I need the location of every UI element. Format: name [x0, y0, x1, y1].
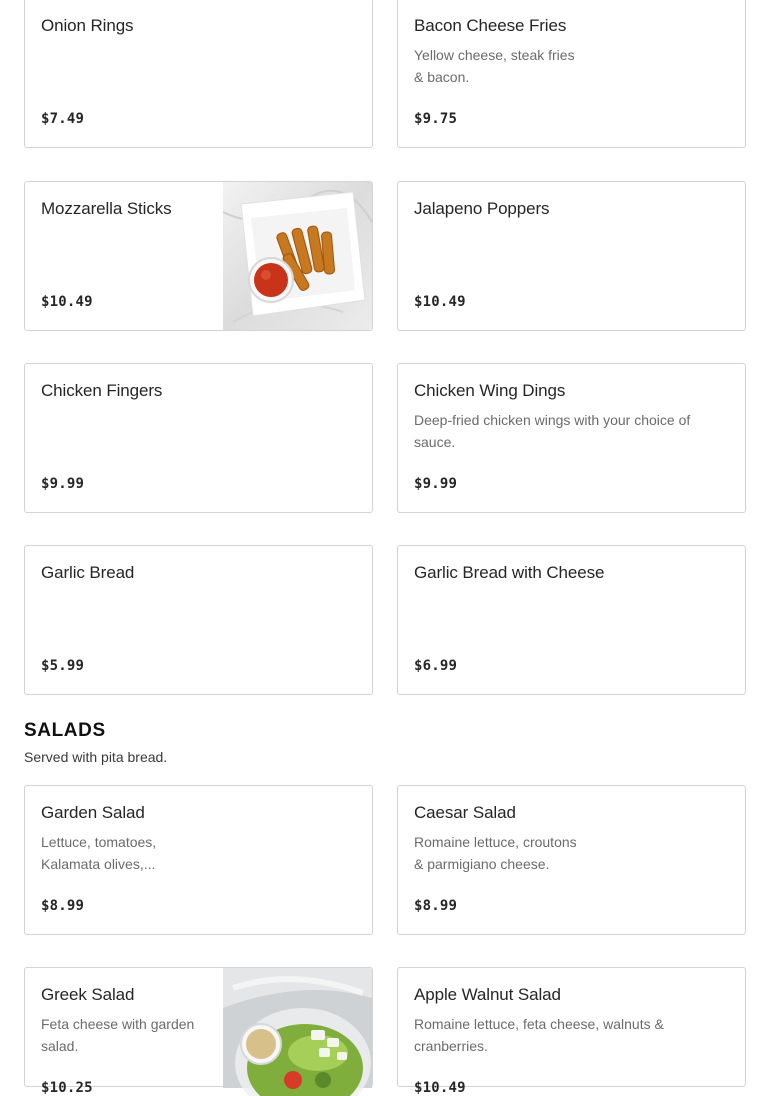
menu-item-card[interactable] — [24, 0, 373, 148]
item-description: Romaine lettuce, feta cheese, walnuts & cranberries. — [414, 1016, 664, 1054]
item-name: Chicken Wing Dings — [414, 381, 566, 400]
menu-item-card[interactable] — [397, 181, 746, 331]
item-description: Deep-fried chicken wings with your choice of sauce. — [414, 412, 691, 450]
item-name: Garlic Bread with Cheese — [414, 563, 605, 582]
item-price: $9.99 — [41, 476, 85, 492]
section-title: SALADS — [24, 720, 106, 741]
menu-item-card[interactable] — [24, 785, 373, 935]
menu-item-card[interactable] — [397, 785, 746, 935]
item-name: Chicken Fingers — [41, 381, 163, 400]
item-name: Jalapeno Poppers — [414, 199, 550, 218]
item-description: Feta cheese with garden salad. — [41, 1016, 195, 1054]
menu-item-card[interactable] — [397, 0, 746, 148]
menu-item-card[interactable] — [397, 363, 746, 513]
item-price: $6.99 — [414, 658, 458, 674]
item-description: Yellow cheese, steak fries & bacon. — [414, 47, 575, 85]
menu-item-card[interactable] — [24, 363, 373, 513]
item-price: $10.49 — [414, 1080, 466, 1096]
menu-item-card[interactable] — [24, 181, 373, 331]
item-name: Garden Salad — [41, 803, 145, 822]
item-name: Mozzarella Sticks — [41, 199, 172, 218]
item-name: Apple Walnut Salad — [414, 985, 561, 1004]
item-price: $9.99 — [414, 476, 458, 492]
menu-item-card[interactable] — [24, 545, 373, 695]
menu-item-card[interactable] — [397, 967, 746, 1096]
item-name: Caesar Salad — [414, 803, 516, 822]
item-price: $8.99 — [41, 898, 85, 914]
item-price: $7.49 — [41, 111, 85, 127]
item-name: Greek Salad — [41, 985, 135, 1004]
mozzarella-sticks-photo — [223, 182, 372, 330]
item-name: Onion Rings — [41, 16, 134, 35]
menu-item-card[interactable] — [397, 545, 746, 695]
greek-salad-photo — [223, 968, 372, 1088]
menu-item-card[interactable] — [24, 967, 373, 1096]
item-price: $10.25 — [41, 1080, 93, 1096]
item-price: $8.99 — [414, 898, 458, 914]
item-name: Bacon Cheese Fries — [414, 16, 567, 35]
item-price: $10.49 — [414, 294, 466, 310]
item-price: $10.49 — [41, 294, 93, 310]
item-description: Lettuce, tomatoes, Kalamata olives,... — [41, 834, 157, 872]
item-price: $5.99 — [41, 658, 85, 674]
item-price: $9.75 — [414, 111, 458, 127]
item-name: Garlic Bread — [41, 563, 135, 582]
item-description: Romaine lettuce, croutons & parmigiano cheese. — [414, 834, 577, 872]
section-subtitle: Served with pita bread. — [24, 749, 168, 765]
